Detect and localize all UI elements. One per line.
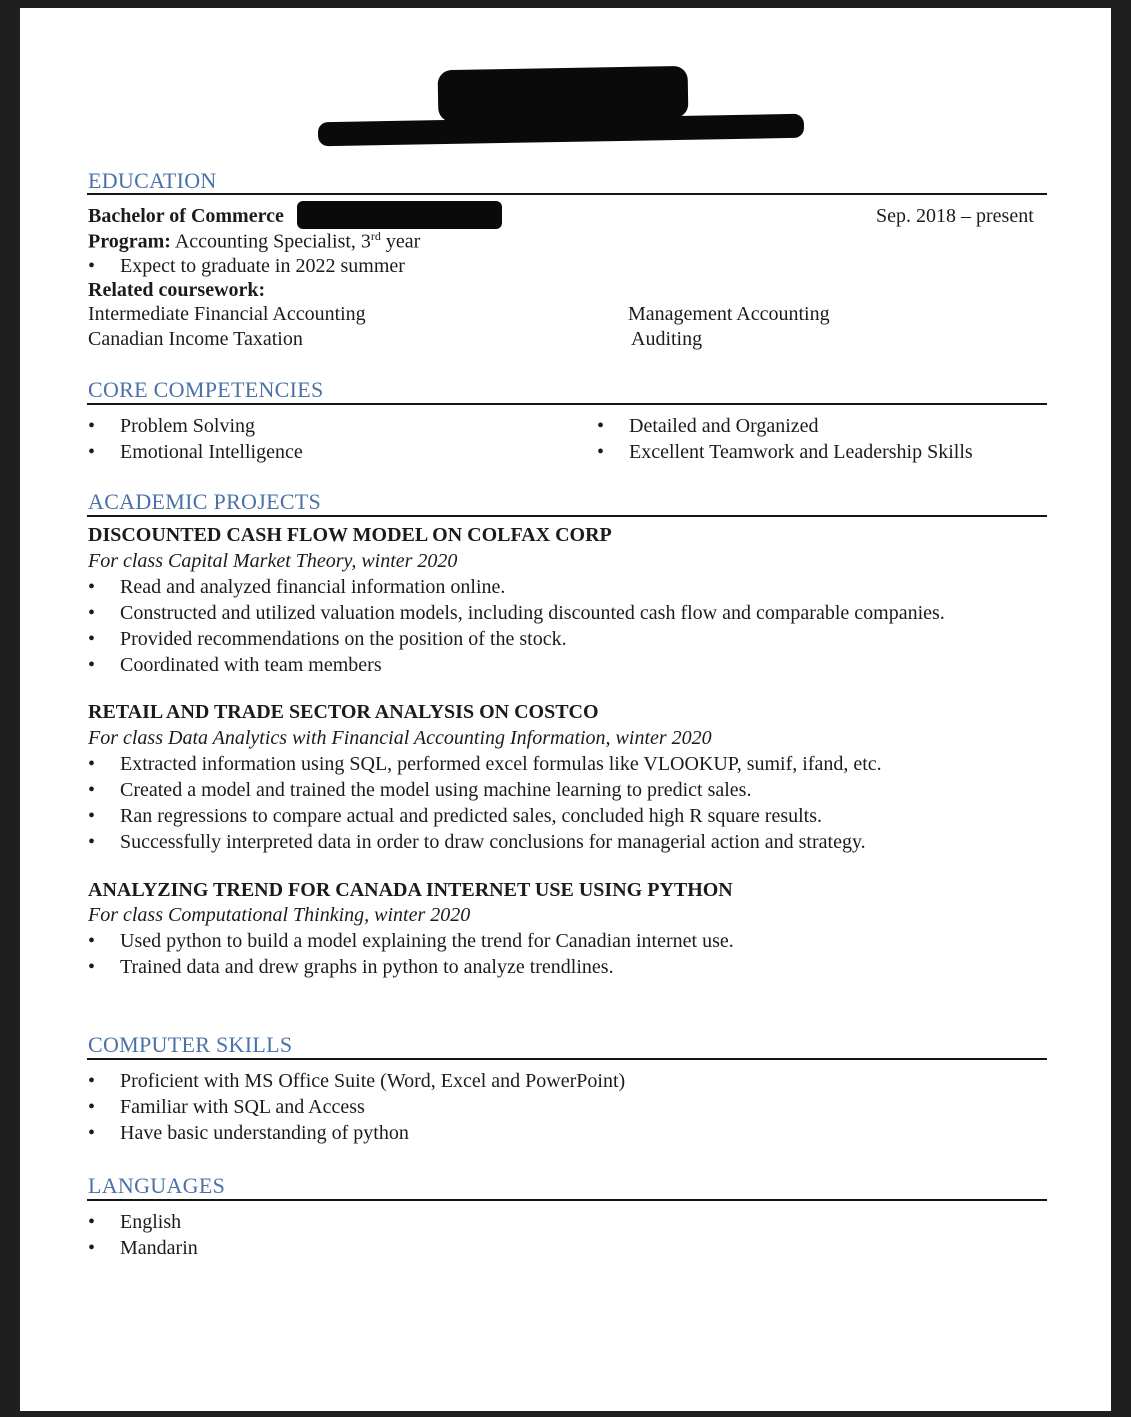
bullet-icon: • — [88, 753, 96, 775]
project-subtitle: For class Computational Thinking, winter 2020 — [88, 904, 471, 926]
bullet-icon: • — [88, 1237, 96, 1259]
program-suffix: year — [385, 230, 421, 253]
bullet-icon: • — [88, 805, 96, 827]
projects-heading: ACADEMIC PROJECTS — [88, 489, 322, 514]
languages-rule — [87, 1199, 1047, 1201]
education-bullet: • Expect to graduate in 2022 summer — [88, 255, 405, 277]
project-bullet: • Used python to build a model explaining the trend for Canadian internet use. — [88, 930, 734, 952]
bullet-icon: • — [88, 831, 96, 853]
redacted-name-top — [438, 66, 689, 122]
bullet-icon: • — [88, 1211, 96, 1233]
program-value: Accounting Specialist, 3 — [174, 230, 371, 253]
project-subtitle: For class Data Analytics with Financial Accounting Information, winter 2020 — [88, 727, 712, 749]
project-title: DISCOUNTED CASH FLOW MODEL ON COLFAX CORP — [88, 524, 612, 546]
project-bullet: • Constructed and utilized valuation models, including discounted cash flow and comparable companies. — [88, 602, 945, 624]
coursework-label: Related coursework: — [88, 279, 266, 301]
project-bullet: • Ran regressions to compare actual and predicted sales, concluded high R square results. — [88, 805, 823, 827]
course-item: Management Accounting — [628, 303, 830, 325]
languages-heading: LANGUAGES — [88, 1173, 226, 1198]
project-subtitle: For class Capital Market Theory, winter 2020 — [88, 550, 458, 572]
competency-item: • Problem Solving — [88, 415, 256, 437]
bullet-icon: • — [88, 441, 96, 463]
skill-item: • Have basic understanding of python — [88, 1122, 409, 1144]
bullet-icon: • — [88, 1070, 96, 1092]
competencies-heading: CORE COMPETENCIES — [88, 377, 324, 402]
bullet-icon: • — [597, 441, 605, 463]
bullet-icon: • — [88, 956, 96, 978]
project-bullet: • Trained data and drew graphs in python to analyze trendlines. — [88, 956, 614, 978]
bullet-icon: • — [88, 1122, 96, 1144]
course-item: Intermediate Financial Accounting — [88, 303, 366, 325]
computer-skills-heading: COMPUTER SKILLS — [88, 1032, 293, 1057]
degree: Bachelor of Commerce — [88, 205, 284, 227]
competency-item: • Excellent Teamwork and Leadership Skills — [597, 441, 973, 463]
project-bullet: • Successfully interpreted data in order to draw conclusions for managerial action and strategy. — [88, 831, 866, 853]
project-title: ANALYZING TREND FOR CANADA INTERNET USE USING PYTHON — [88, 879, 733, 901]
bullet-icon: • — [88, 415, 96, 437]
redacted-school — [297, 201, 502, 229]
project-bullet: • Coordinated with team members — [88, 654, 382, 676]
project-bullet: • Extracted information using SQL, performed excel formulas like VLOOKUP, sumif, ifand, etc. — [88, 753, 882, 775]
bullet-icon: • — [88, 602, 96, 624]
bullet-icon: • — [597, 415, 605, 437]
project-title: RETAIL AND TRADE SECTOR ANALYSIS ON COSTCO — [88, 701, 599, 723]
projects-rule — [87, 515, 1047, 517]
bullet-icon: • — [88, 779, 96, 801]
language-item: • Mandarin — [88, 1237, 198, 1259]
project-bullet: • Provided recommendations on the position of the stock. — [88, 628, 567, 650]
competency-item: • Detailed and Organized — [597, 415, 819, 437]
bullet-icon: • — [88, 654, 96, 676]
education-dates: Sep. 2018 – present — [876, 205, 1034, 227]
project-bullet: • Created a model and trained the model using machine learning to predict sales. — [88, 779, 752, 801]
program-ordinal: rd — [370, 229, 381, 243]
skill-item: • Familiar with SQL and Access — [88, 1096, 365, 1118]
language-item: • English — [88, 1211, 182, 1233]
bullet-icon: • — [88, 628, 96, 650]
project-bullet: • Read and analyzed financial information online. — [88, 576, 506, 598]
bullet-icon: • — [88, 255, 96, 277]
course-item: Canadian Income Taxation — [88, 328, 303, 350]
course-item: Auditing — [631, 328, 703, 350]
skill-item: • Proficient with MS Office Suite (Word, Excel and PowerPoint) — [88, 1070, 626, 1092]
bullet-icon: • — [88, 576, 96, 598]
education-rule — [87, 193, 1047, 195]
computer-skills-rule — [87, 1058, 1047, 1060]
bullet-icon: • — [88, 1096, 96, 1118]
competencies-rule — [87, 403, 1047, 405]
competency-item: • Emotional Intelligence — [88, 441, 303, 463]
education-heading: EDUCATION — [88, 168, 217, 193]
program-label: Program: — [88, 230, 171, 253]
program-line — [88, 229, 420, 254]
bullet-icon: • — [88, 930, 96, 952]
